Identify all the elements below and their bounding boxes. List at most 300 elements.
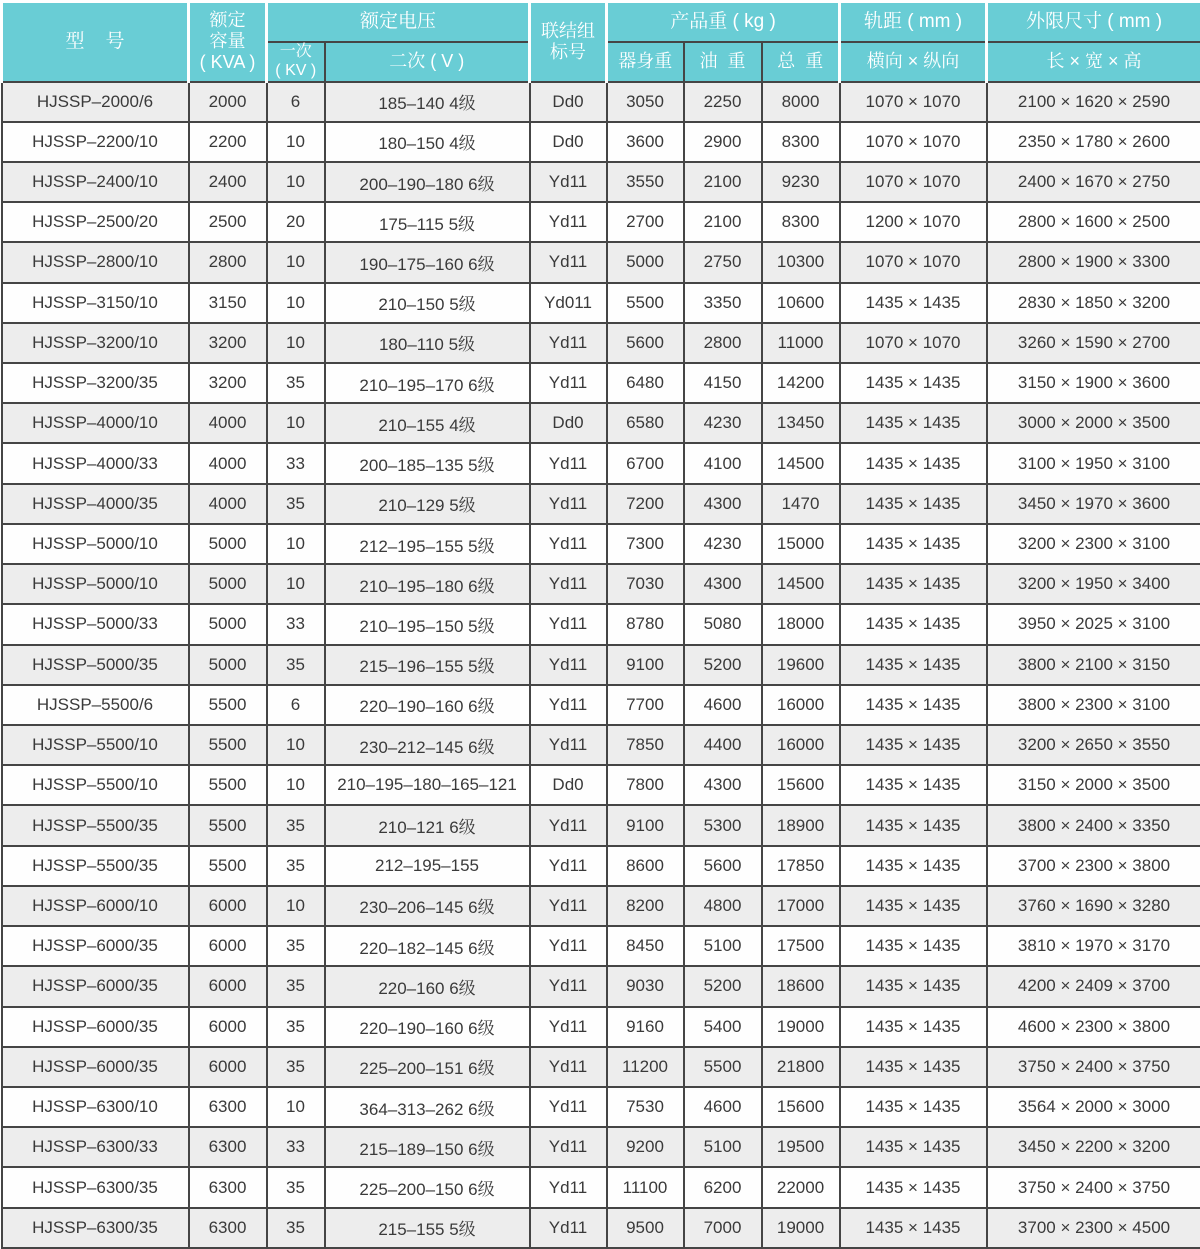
secondary-v-cell: 210–195–180–165–121: [325, 765, 530, 805]
oil-weight-cell: 4100: [684, 443, 762, 483]
total-weight-cell: 10600: [762, 283, 840, 323]
secondary-v-cell: 230–206–145 6级: [325, 886, 530, 926]
model-cell: HJSSP–6300/35: [2, 1167, 189, 1207]
model-cell: HJSSP–6300/35: [2, 1208, 189, 1248]
gauge-cell: 1435 × 1435: [840, 484, 987, 524]
table-row: [2, 122, 1200, 162]
oil-weight-cell: 5500: [684, 1047, 762, 1087]
secondary-v-cell: 210–195–180 6级: [325, 564, 530, 604]
table-row: [2, 82, 1200, 122]
dimensions-cell: 2830 × 1850 × 3200: [987, 283, 1200, 323]
model-cell: HJSSP–4000/33: [2, 443, 189, 483]
table-row: [2, 484, 1200, 524]
dimensions-cell: 3700 × 2300 × 4500: [987, 1208, 1200, 1248]
secondary-v-cell: 364–313–262 6级: [325, 1087, 530, 1127]
capacity-cell: 6300: [189, 1127, 267, 1167]
secondary-v-cell: 225–200–151 6级: [325, 1047, 530, 1087]
connection-cell: Yd11: [530, 1127, 607, 1167]
total-weight-cell: 19500: [762, 1127, 840, 1167]
primary-kv-cell: 10: [267, 1087, 325, 1127]
dimensions-cell: 3750 × 2400 × 3750: [987, 1047, 1200, 1087]
oil-weight-cell: 4300: [684, 484, 762, 524]
capacity-cell: 4000: [189, 443, 267, 483]
total-weight-cell: 15600: [762, 765, 840, 805]
table-row: [2, 685, 1200, 725]
gauge-cell: 1435 × 1435: [840, 725, 987, 765]
model-cell: HJSSP–6000/35: [2, 966, 189, 1006]
body-weight-cell: 9160: [607, 1007, 684, 1047]
body-weight-cell: 9500: [607, 1208, 684, 1248]
capacity-cell: 3150: [189, 283, 267, 323]
dimensions-cell: 3750 × 2400 × 3750: [987, 1167, 1200, 1207]
gauge-cell: 1435 × 1435: [840, 765, 987, 805]
secondary-v-cell: 180–110 5级: [325, 323, 530, 363]
dimensions-cell: 3000 × 2000 × 3500: [987, 403, 1200, 443]
body-weight-cell: 6480: [607, 363, 684, 403]
primary-kv-cell: 35: [267, 846, 325, 886]
capacity-cell: 2000: [189, 82, 267, 122]
body-weight-cell: 9100: [607, 645, 684, 685]
total-weight-cell: 17500: [762, 926, 840, 966]
body-weight-cell: 9100: [607, 805, 684, 845]
capacity-cell: 3200: [189, 363, 267, 403]
oil-weight-cell: 4230: [684, 524, 762, 564]
total-weight-cell: 22000: [762, 1167, 840, 1207]
header-secondary-voltage: 二次 ( V ): [325, 42, 530, 82]
gauge-cell: 1435 × 1435: [840, 846, 987, 886]
capacity-cell: 6000: [189, 1007, 267, 1047]
oil-weight-cell: 2100: [684, 162, 762, 202]
gauge-cell: 1435 × 1435: [840, 283, 987, 323]
model-cell: HJSSP–5500/6: [2, 685, 189, 725]
table-row: [2, 1087, 1200, 1127]
total-weight-cell: 18900: [762, 805, 840, 845]
oil-weight-cell: 5400: [684, 1007, 762, 1047]
oil-weight-cell: 2900: [684, 122, 762, 162]
dimensions-cell: 3950 × 2025 × 3100: [987, 604, 1200, 644]
body-weight-cell: 7300: [607, 524, 684, 564]
dimensions-cell: 2400 × 1670 × 2750: [987, 162, 1200, 202]
model-cell: HJSSP–6000/35: [2, 1007, 189, 1047]
header-rated-capacity-line2: 容量: [209, 31, 246, 52]
dimensions-cell: 2350 × 1780 × 2600: [987, 122, 1200, 162]
primary-kv-cell: 10: [267, 323, 325, 363]
header-primary-line1: 一次: [279, 42, 312, 60]
model-cell: HJSSP–5500/35: [2, 846, 189, 886]
oil-weight-cell: 2800: [684, 323, 762, 363]
table-row: [2, 1208, 1200, 1248]
connection-cell: Yd11: [530, 1208, 607, 1248]
oil-weight-cell: 5300: [684, 805, 762, 845]
body-weight-cell: 3550: [607, 162, 684, 202]
primary-kv-cell: 10: [267, 524, 325, 564]
model-cell: HJSSP–3200/10: [2, 323, 189, 363]
gauge-cell: 1435 × 1435: [840, 1087, 987, 1127]
header-product-weight-group: 产品重 ( kg ): [607, 2, 840, 42]
model-cell: HJSSP–6000/10: [2, 886, 189, 926]
table-row: [2, 1047, 1200, 1087]
body-weight-cell: 9200: [607, 1127, 684, 1167]
oil-weight-cell: 2750: [684, 242, 762, 282]
table-row: [2, 604, 1200, 644]
table-header: [2, 2, 1200, 82]
model-cell: HJSSP–5000/35: [2, 645, 189, 685]
secondary-v-cell: 220–190–160 6级: [325, 685, 530, 725]
dimensions-cell: 3100 × 1950 × 3100: [987, 443, 1200, 483]
model-cell: HJSSP–5000/33: [2, 604, 189, 644]
oil-weight-cell: 7000: [684, 1208, 762, 1248]
connection-cell: Yd11: [530, 725, 607, 765]
primary-kv-cell: 33: [267, 604, 325, 644]
connection-cell: Yd11: [530, 966, 607, 1006]
body-weight-cell: 8780: [607, 604, 684, 644]
gauge-cell: 1435 × 1435: [840, 805, 987, 845]
secondary-v-cell: 225–200–150 6级: [325, 1167, 530, 1207]
header-rated-capacity-unit: ( KVA ): [199, 52, 256, 73]
oil-weight-cell: 5200: [684, 966, 762, 1006]
gauge-cell: 1435 × 1435: [840, 1167, 987, 1207]
total-weight-cell: 9230: [762, 162, 840, 202]
total-weight-cell: 15600: [762, 1087, 840, 1127]
oil-weight-cell: 4800: [684, 886, 762, 926]
dimensions-cell: 3200 × 1950 × 3400: [987, 564, 1200, 604]
capacity-cell: 5000: [189, 524, 267, 564]
capacity-cell: 5000: [189, 604, 267, 644]
oil-weight-cell: 4600: [684, 1087, 762, 1127]
table-row: [2, 926, 1200, 966]
dimensions-cell: 2800 × 1900 × 3300: [987, 242, 1200, 282]
gauge-cell: 1435 × 1435: [840, 1007, 987, 1047]
connection-cell: Dd0: [530, 403, 607, 443]
header-primary-voltage: [267, 42, 325, 82]
model-cell: HJSSP–2800/10: [2, 242, 189, 282]
model-cell: HJSSP–6300/10: [2, 1087, 189, 1127]
header-track-gauge-group: 轨距 ( mm ): [840, 2, 987, 42]
secondary-v-cell: 175–115 5级: [325, 202, 530, 242]
capacity-cell: 5500: [189, 805, 267, 845]
model-cell: HJSSP–6000/35: [2, 1047, 189, 1087]
connection-cell: Yd011: [530, 283, 607, 323]
connection-cell: Yd11: [530, 202, 607, 242]
table-row: [2, 162, 1200, 202]
connection-cell: Yd11: [530, 242, 607, 282]
capacity-cell: 6000: [189, 1047, 267, 1087]
dimensions-cell: 4600 × 2300 × 3800: [987, 1007, 1200, 1047]
oil-weight-cell: 2250: [684, 82, 762, 122]
gauge-cell: 1435 × 1435: [840, 926, 987, 966]
total-weight-cell: 21800: [762, 1047, 840, 1087]
total-weight-cell: 11000: [762, 323, 840, 363]
table-row: [2, 283, 1200, 323]
capacity-cell: 4000: [189, 403, 267, 443]
table-row: [2, 886, 1200, 926]
header-rated-capacity-line1: 额定: [209, 9, 246, 30]
total-weight-cell: 18600: [762, 966, 840, 1006]
oil-weight-cell: 6200: [684, 1167, 762, 1207]
header-model: 型 号: [2, 2, 189, 82]
primary-kv-cell: 35: [267, 805, 325, 845]
table-row: [2, 564, 1200, 604]
model-cell: HJSSP–3150/10: [2, 283, 189, 323]
model-cell: HJSSP–5000/10: [2, 564, 189, 604]
capacity-cell: 6000: [189, 926, 267, 966]
oil-weight-cell: 5080: [684, 604, 762, 644]
connection-cell: Yd11: [530, 524, 607, 564]
secondary-v-cell: 200–185–135 5级: [325, 443, 530, 483]
gauge-cell: 1070 × 1070: [840, 242, 987, 282]
model-cell: HJSSP–5000/10: [2, 524, 189, 564]
gauge-cell: 1435 × 1435: [840, 1127, 987, 1167]
model-cell: HJSSP–6300/33: [2, 1127, 189, 1167]
primary-kv-cell: 10: [267, 162, 325, 202]
header-connection-line2: 标号: [550, 41, 587, 62]
dimensions-cell: 3564 × 2000 × 3000: [987, 1087, 1200, 1127]
model-cell: HJSSP–2200/10: [2, 122, 189, 162]
secondary-v-cell: 212–195–155: [325, 846, 530, 886]
body-weight-cell: 8600: [607, 846, 684, 886]
table-row: [2, 966, 1200, 1006]
total-weight-cell: 19600: [762, 645, 840, 685]
body-weight-cell: 6700: [607, 443, 684, 483]
total-weight-cell: 17850: [762, 846, 840, 886]
model-cell: HJSSP–4000/10: [2, 403, 189, 443]
gauge-cell: 1070 × 1070: [840, 162, 987, 202]
secondary-v-cell: 230–212–145 6级: [325, 725, 530, 765]
primary-kv-cell: 10: [267, 765, 325, 805]
capacity-cell: 6000: [189, 886, 267, 926]
body-weight-cell: 3600: [607, 122, 684, 162]
connection-cell: Dd0: [530, 765, 607, 805]
total-weight-cell: 15000: [762, 524, 840, 564]
table-row: [2, 524, 1200, 564]
connection-cell: Yd11: [530, 805, 607, 845]
dimensions-cell: 3760 × 1690 × 3280: [987, 886, 1200, 926]
dimensions-cell: 3150 × 2000 × 3500: [987, 765, 1200, 805]
body-weight-cell: 3050: [607, 82, 684, 122]
secondary-v-cell: 210–195–150 5级: [325, 604, 530, 644]
primary-kv-cell: 6: [267, 82, 325, 122]
gauge-cell: 1435 × 1435: [840, 645, 987, 685]
connection-cell: Yd11: [530, 645, 607, 685]
model-cell: HJSSP–5500/35: [2, 805, 189, 845]
secondary-v-cell: 215–196–155 5级: [325, 645, 530, 685]
primary-kv-cell: 20: [267, 202, 325, 242]
body-weight-cell: 7200: [607, 484, 684, 524]
total-weight-cell: 13450: [762, 403, 840, 443]
body-weight-cell: 2700: [607, 202, 684, 242]
gauge-cell: 1435 × 1435: [840, 443, 987, 483]
total-weight-cell: 8000: [762, 82, 840, 122]
total-weight-cell: 17000: [762, 886, 840, 926]
capacity-cell: 3200: [189, 323, 267, 363]
capacity-cell: 6300: [189, 1208, 267, 1248]
dimensions-cell: 3700 × 2300 × 3800: [987, 846, 1200, 886]
gauge-cell: 1435 × 1435: [840, 403, 987, 443]
dimensions-cell: 3800 × 2400 × 3350: [987, 805, 1200, 845]
body-weight-cell: 8450: [607, 926, 684, 966]
dimensions-cell: 3450 × 2200 × 3200: [987, 1127, 1200, 1167]
primary-kv-cell: 33: [267, 1127, 325, 1167]
table-row: [2, 645, 1200, 685]
gauge-cell: 1070 × 1070: [840, 323, 987, 363]
capacity-cell: 5500: [189, 765, 267, 805]
connection-cell: Dd0: [530, 82, 607, 122]
body-weight-cell: 7800: [607, 765, 684, 805]
dimensions-cell: 3200 × 2300 × 3100: [987, 524, 1200, 564]
oil-weight-cell: 3350: [684, 283, 762, 323]
oil-weight-cell: 4150: [684, 363, 762, 403]
model-cell: HJSSP–6000/35: [2, 926, 189, 966]
body-weight-cell: 7030: [607, 564, 684, 604]
total-weight-cell: 1470: [762, 484, 840, 524]
body-weight-cell: 11200: [607, 1047, 684, 1087]
oil-weight-cell: 5200: [684, 645, 762, 685]
oil-weight-cell: 5100: [684, 1127, 762, 1167]
capacity-cell: 6300: [189, 1167, 267, 1207]
capacity-cell: 6000: [189, 966, 267, 1006]
primary-kv-cell: 35: [267, 966, 325, 1006]
total-weight-cell: 14200: [762, 363, 840, 403]
body-weight-cell: 5600: [607, 323, 684, 363]
header-primary-unit: ( KV ): [275, 61, 317, 79]
connection-cell: Yd11: [530, 363, 607, 403]
table-row: [2, 443, 1200, 483]
dimensions-cell: 3260 × 1590 × 2700: [987, 323, 1200, 363]
gauge-cell: 1200 × 1070: [840, 202, 987, 242]
gauge-cell: 1070 × 1070: [840, 122, 987, 162]
dimensions-cell: 3450 × 1970 × 3600: [987, 484, 1200, 524]
secondary-v-cell: 220–160 6级: [325, 966, 530, 1006]
primary-kv-cell: 35: [267, 1167, 325, 1207]
secondary-v-cell: 220–182–145 6级: [325, 926, 530, 966]
primary-kv-cell: 10: [267, 886, 325, 926]
secondary-v-cell: 210–155 4级: [325, 403, 530, 443]
table-row: [2, 805, 1200, 845]
gauge-cell: 1435 × 1435: [840, 604, 987, 644]
connection-cell: Dd0: [530, 122, 607, 162]
secondary-v-cell: 220–190–160 6级: [325, 1007, 530, 1047]
gauge-cell: 1435 × 1435: [840, 966, 987, 1006]
capacity-cell: 6300: [189, 1087, 267, 1127]
table-body: [2, 82, 1200, 1249]
connection-cell: Yd11: [530, 604, 607, 644]
body-weight-cell: 5500: [607, 283, 684, 323]
dimensions-cell: 3150 × 1900 × 3600: [987, 363, 1200, 403]
connection-cell: Yd11: [530, 685, 607, 725]
body-weight-cell: 7700: [607, 685, 684, 725]
total-weight-cell: 10300: [762, 242, 840, 282]
connection-cell: Yd11: [530, 1007, 607, 1047]
dimensions-cell: 2100 × 1620 × 2590: [987, 82, 1200, 122]
body-weight-cell: 5000: [607, 242, 684, 282]
body-weight-cell: 7850: [607, 725, 684, 765]
primary-kv-cell: 10: [267, 122, 325, 162]
oil-weight-cell: 4300: [684, 765, 762, 805]
gauge-cell: 1435 × 1435: [840, 564, 987, 604]
primary-kv-cell: 35: [267, 1047, 325, 1087]
header-body-weight: 器身重: [607, 42, 684, 82]
secondary-v-cell: 210–129 5级: [325, 484, 530, 524]
gauge-cell: 1070 × 1070: [840, 82, 987, 122]
header-row-groups: [2, 2, 1200, 42]
oil-weight-cell: 4300: [684, 564, 762, 604]
connection-cell: Yd11: [530, 162, 607, 202]
secondary-v-cell: 210–195–170 6级: [325, 363, 530, 403]
oil-weight-cell: 4230: [684, 403, 762, 443]
body-weight-cell: 9030: [607, 966, 684, 1006]
model-cell: HJSSP–2400/10: [2, 162, 189, 202]
connection-cell: Yd11: [530, 323, 607, 363]
secondary-v-cell: 212–195–155 5级: [325, 524, 530, 564]
header-connection-symbol: [530, 2, 607, 82]
body-weight-cell: 7530: [607, 1087, 684, 1127]
secondary-v-cell: 190–175–160 6级: [325, 242, 530, 282]
model-cell: HJSSP–2500/20: [2, 202, 189, 242]
header-dimensions-sub: 长 × 宽 × 高: [987, 42, 1200, 82]
primary-kv-cell: 10: [267, 564, 325, 604]
total-weight-cell: 8300: [762, 122, 840, 162]
total-weight-cell: 16000: [762, 685, 840, 725]
gauge-cell: 1435 × 1435: [840, 524, 987, 564]
capacity-cell: 5500: [189, 846, 267, 886]
primary-kv-cell: 10: [267, 283, 325, 323]
table-row: [2, 202, 1200, 242]
total-weight-cell: 19000: [762, 1208, 840, 1248]
primary-kv-cell: 35: [267, 926, 325, 966]
total-weight-cell: 8300: [762, 202, 840, 242]
total-weight-cell: 18000: [762, 604, 840, 644]
body-weight-cell: 8200: [607, 886, 684, 926]
capacity-cell: 2200: [189, 122, 267, 162]
total-weight-cell: 16000: [762, 725, 840, 765]
oil-weight-cell: 5600: [684, 846, 762, 886]
table-row: [2, 363, 1200, 403]
primary-kv-cell: 35: [267, 1007, 325, 1047]
oil-weight-cell: 5100: [684, 926, 762, 966]
connection-cell: Yd11: [530, 564, 607, 604]
capacity-cell: 5500: [189, 685, 267, 725]
total-weight-cell: 14500: [762, 564, 840, 604]
table-row: [2, 725, 1200, 765]
connection-cell: Yd11: [530, 846, 607, 886]
dimensions-cell: 4200 × 2409 × 3700: [987, 966, 1200, 1006]
capacity-cell: 5500: [189, 725, 267, 765]
connection-cell: Yd11: [530, 443, 607, 483]
header-oil-weight: 油 重: [684, 42, 762, 82]
body-weight-cell: 6580: [607, 403, 684, 443]
model-cell: HJSSP–5500/10: [2, 725, 189, 765]
primary-kv-cell: 35: [267, 645, 325, 685]
dimensions-cell: 3200 × 2650 × 3550: [987, 725, 1200, 765]
primary-kv-cell: 6: [267, 685, 325, 725]
capacity-cell: 2500: [189, 202, 267, 242]
body-weight-cell: 11100: [607, 1167, 684, 1207]
table-row: [2, 765, 1200, 805]
gauge-cell: 1435 × 1435: [840, 1208, 987, 1248]
primary-kv-cell: 35: [267, 484, 325, 524]
connection-cell: Yd11: [530, 1087, 607, 1127]
total-weight-cell: 19000: [762, 1007, 840, 1047]
secondary-v-cell: 215–189–150 6级: [325, 1127, 530, 1167]
table-row: [2, 846, 1200, 886]
oil-weight-cell: 4600: [684, 685, 762, 725]
capacity-cell: 2400: [189, 162, 267, 202]
table-row: [2, 323, 1200, 363]
dimensions-cell: 3810 × 1970 × 3170: [987, 926, 1200, 966]
gauge-cell: 1435 × 1435: [840, 363, 987, 403]
capacity-cell: 5000: [189, 645, 267, 685]
primary-kv-cell: 10: [267, 242, 325, 282]
